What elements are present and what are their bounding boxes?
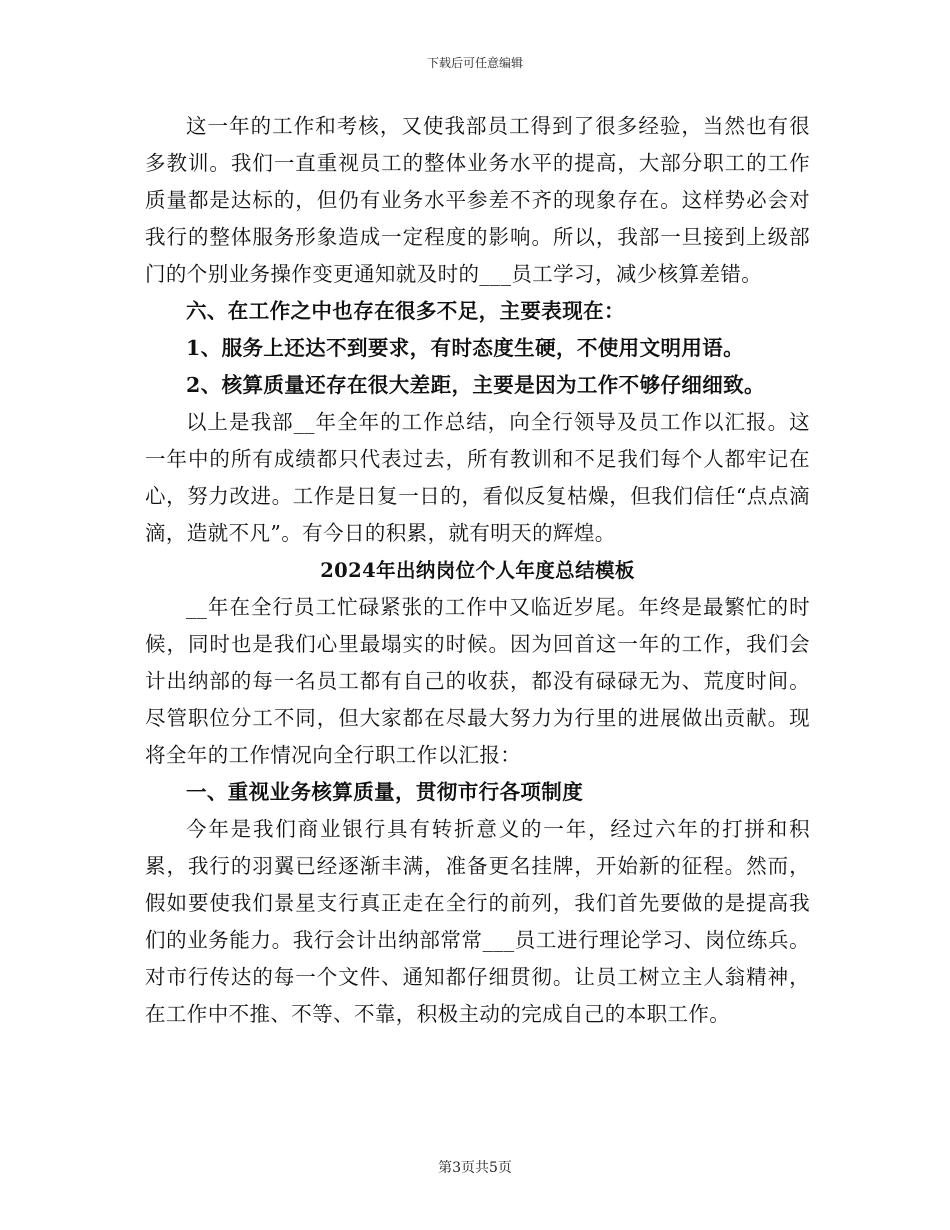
page-indicator: 第3页共5页 [438, 1160, 512, 1176]
document-body [145, 108, 810, 1033]
section-heading-shortcomings: 六、在工作之中也存在很多不足，主要表现在： [186, 299, 625, 323]
paragraph-experience: 这一年的工作和考核，又使我部员工得到了很多经验，当然也有很多教训。我们一直重视员工的整体业务水平的提高，大部分职工的工作质量都是达标的，但仍有业务水平参差不齐的现象存在。这样势必会对我行的整体服务形象造成一定程度的影响。所以，我部一旦接到上级部门的个别业务操作变更通知就及时的___员工学习，减少核算差错。 [145, 114, 810, 286]
paragraph-summary: 以上是我部__年全年的工作总结，向全行领导及员工作以汇报。这一年中的所有成绩都只代表过去，所有教训和不足我们每个人都牢记在心，努力改进。工作是日复一日的，看似反复枯燥，但我们信任“点点滴滴，造就不凡”。有今日的积累，就有明天的辉煌。 [145, 410, 810, 545]
header-note: 下载后可任意编辑 [426, 56, 523, 70]
document-title: 2024年出纳岗位个人年度总结模板 [320, 559, 635, 582]
list-item-accounting: 2、核算质量还存在很大差距，主要是因为工作不够仔细细致。 [186, 373, 765, 397]
list-item-service: 1、服务上还达不到要求，有时态度生硬，不使用文明用语。 [186, 336, 745, 360]
paragraph-year-review: 今年是我们商业银行具有转折意义的一年，经过六年的打拼和积累，我行的羽翼已经逐渐丰满，准备更名挂牌，开始新的征程。然而，假如要使我们景星支行真正走在全行的前列，我们首先要做的是提高我们的业务能力。我行会计出纳部常常___员工进行理论学习、岗位练兵。对市行传达的每一个文件、通知都仔细贯彻。让员工树立主人翁精神，在工作中不推、不等、不靠，积极主动的完成自己的本职工作。 [145, 817, 810, 1026]
paragraph-intro: __年在全行员工忙碌紧张的工作中又临近岁尾。年终是最繁忙的时候，同时也是我们心里最塌实的时候。因为回首这一年的工作，我们会计出纳部的每一名员工都有自己的收获，都没有碌碌无为、荒度时间。尽管职位分工不同，但大家都在尽最大努力为行里的进展做出贡献。现将全年的工作情况向全行职工作以汇报： [145, 595, 810, 767]
section-heading-quality: 一、重视业务核算质量，贯彻市行各项制度 [186, 780, 584, 804]
